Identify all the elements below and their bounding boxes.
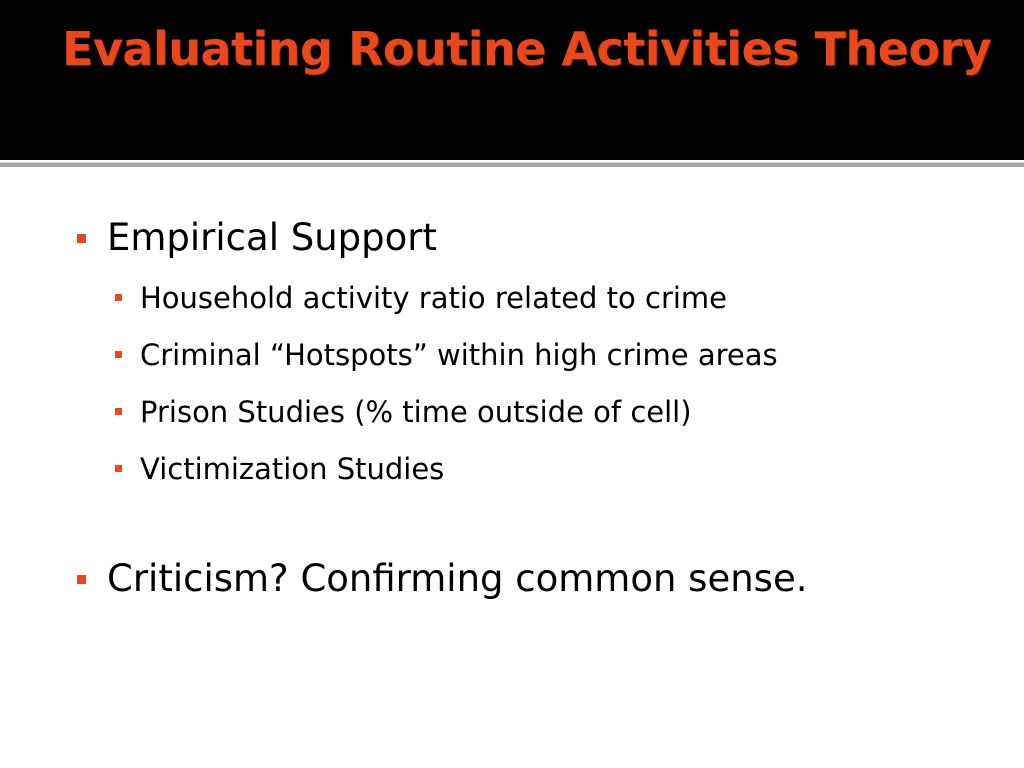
- sub-bullet-marker: [115, 294, 122, 301]
- sub-bullet-household-activity: [140, 280, 727, 316]
- sub-bullet-text: Prison Studies (% time outside of cell): [140, 395, 692, 429]
- bullet-criticism: [107, 557, 807, 601]
- slide-title: Evaluating Routine Activities Theory: [62, 22, 992, 76]
- sub-bullet-prison-studies: [140, 394, 692, 430]
- sub-bullet-marker: [115, 408, 122, 415]
- bullet-text: Empirical Support: [107, 216, 438, 259]
- sub-bullet-text: Criminal “Hotspots” within high crime areas: [140, 338, 778, 372]
- sub-bullet-victimization-studies: [140, 451, 444, 487]
- bullet-marker: [77, 234, 86, 243]
- bullet-text: Criticism? Confirming common sense.: [107, 557, 808, 600]
- sub-bullet-text: Victimization Studies: [140, 452, 445, 486]
- sub-bullet-hotspots: [140, 337, 778, 373]
- sub-bullet-marker: [115, 351, 122, 358]
- bullet-empirical-support: [107, 216, 437, 260]
- sub-bullet-marker: [115, 465, 122, 472]
- bullet-marker: [77, 575, 86, 584]
- sub-bullet-text: Household activity ratio related to crime: [140, 281, 728, 315]
